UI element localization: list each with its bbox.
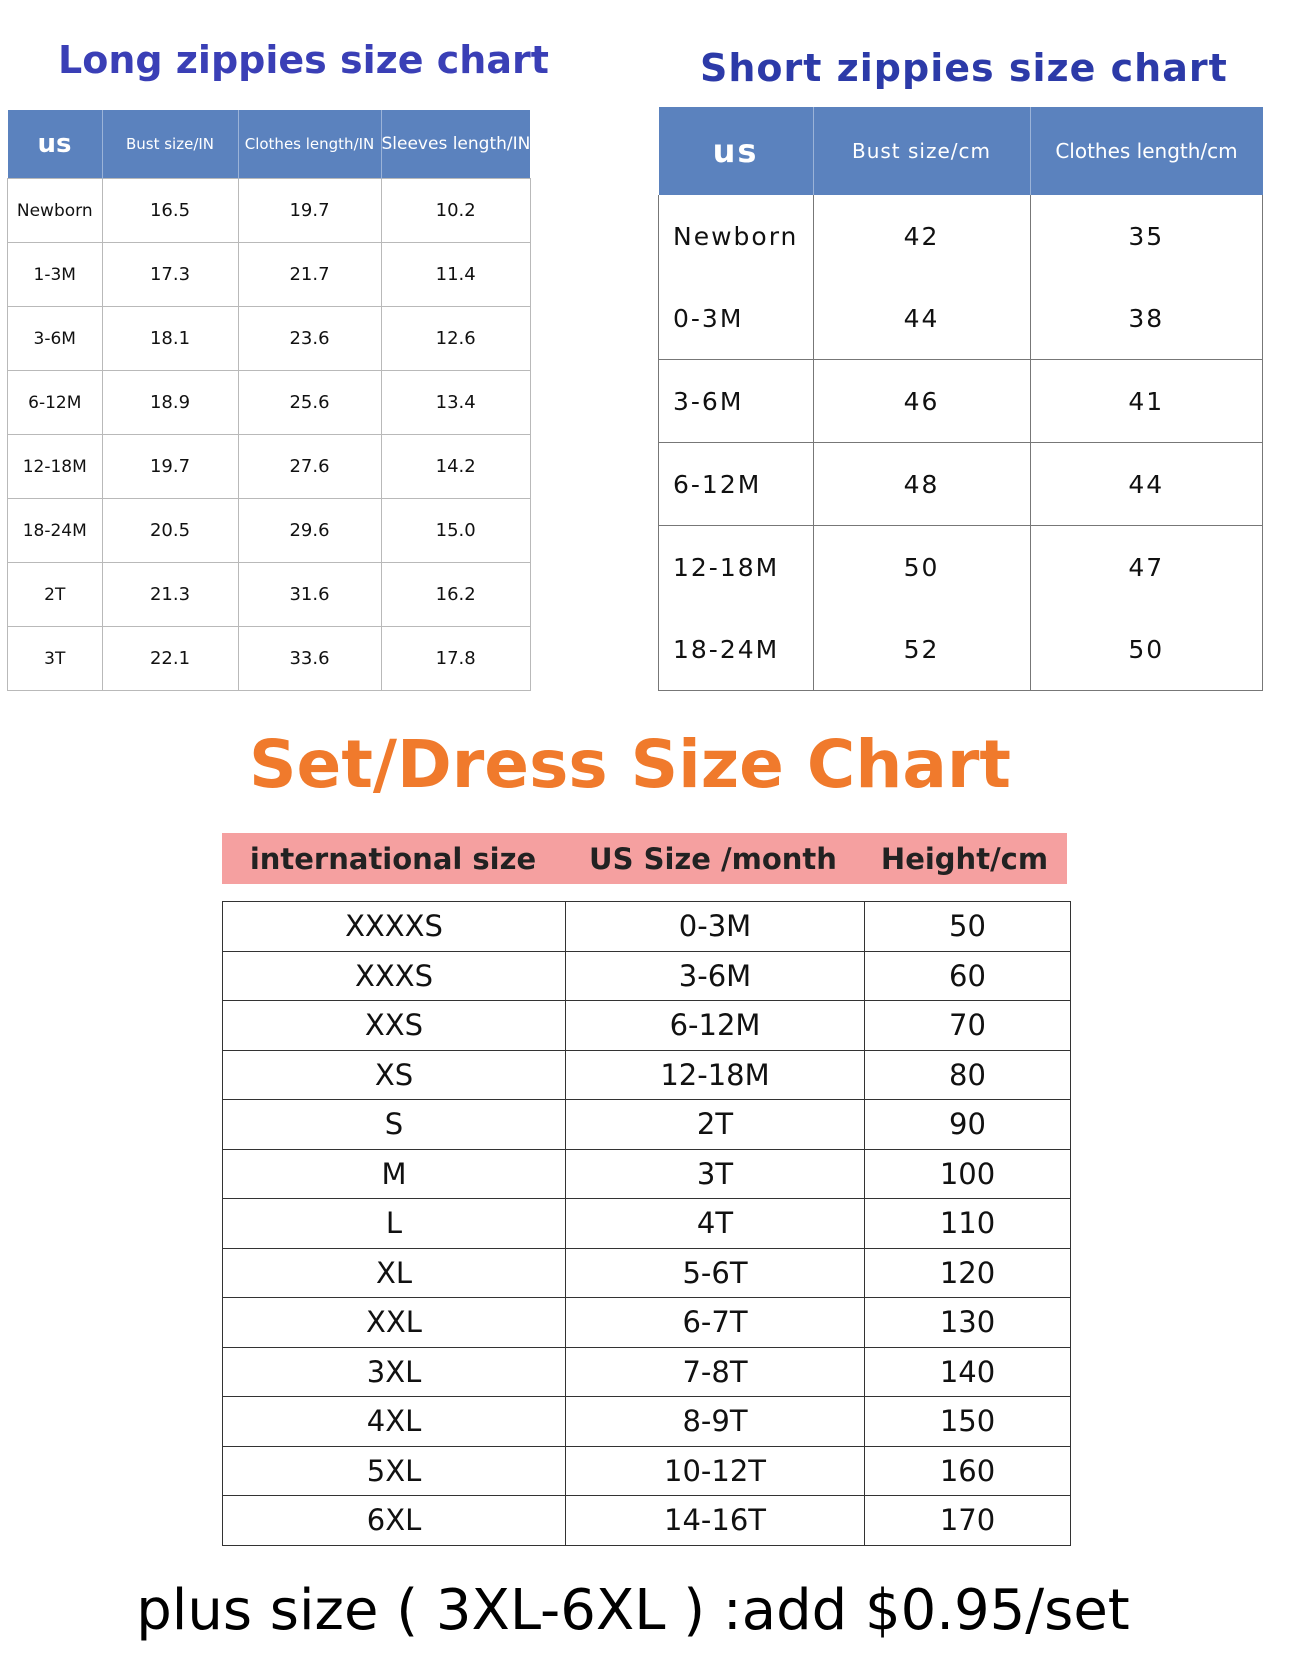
height-cell: 90 <box>865 1100 1071 1150</box>
sleeve-cell: 15.0 <box>381 499 530 563</box>
length-cell: 19.7 <box>238 179 381 243</box>
short-header-bust: Bust size/cm <box>813 107 1030 195</box>
size-cell: 2T <box>8 563 103 627</box>
table-row <box>8 371 531 435</box>
set-header-international-size: international size <box>249 841 537 876</box>
table-row <box>223 951 1071 1001</box>
length-cell: 41 <box>1030 360 1263 443</box>
table-row <box>659 277 1263 360</box>
long-header-sleeves-length: Sleeves length/IN <box>381 110 530 179</box>
table-row <box>223 1248 1071 1298</box>
length-cell: 25.6 <box>238 371 381 435</box>
table-row <box>223 1100 1071 1150</box>
height-cell: 110 <box>865 1199 1071 1249</box>
table-row <box>8 563 531 627</box>
table-row <box>659 195 1263 277</box>
height-cell: 150 <box>865 1397 1071 1447</box>
height-cell: 70 <box>865 1001 1071 1051</box>
length-cell: 21.7 <box>238 243 381 307</box>
table-row <box>8 499 531 563</box>
table-row <box>659 526 1263 609</box>
intl-size-cell: XS <box>223 1050 566 1100</box>
sleeve-cell: 16.2 <box>381 563 530 627</box>
us-size-cell: 14-16T <box>566 1496 865 1546</box>
size-cell: 12-18M <box>8 435 103 499</box>
plus-size-note <box>0 1578 1316 1643</box>
us-size-cell: 10-12T <box>566 1446 865 1496</box>
table-row <box>223 1001 1071 1051</box>
table-row <box>223 1446 1071 1496</box>
set-dress-title: Set/Dress Size Chart <box>249 726 1011 803</box>
size-cell: 12-18M <box>659 526 814 609</box>
length-cell: 29.6 <box>238 499 381 563</box>
length-cell: 33.6 <box>238 627 381 691</box>
sleeve-cell: 14.2 <box>381 435 530 499</box>
set-header-us-size: US Size /month <box>589 841 837 876</box>
bust-cell: 42 <box>813 195 1030 277</box>
bust-cell: 52 <box>813 608 1030 691</box>
size-cell: 18-24M <box>8 499 103 563</box>
long-header-bust: Bust size/IN <box>102 110 238 179</box>
bust-cell: 44 <box>813 277 1030 360</box>
intl-size-cell: XXS <box>223 1001 566 1051</box>
length-cell: 35 <box>1030 195 1263 277</box>
long-zippies-title: Long zippies size chart <box>58 38 549 82</box>
size-cell: 18-24M <box>659 608 814 691</box>
intl-size-cell: 6XL <box>223 1496 566 1546</box>
size-cell: 3-6M <box>659 360 814 443</box>
set-header-height: Height/cm <box>880 841 1049 876</box>
bust-cell: 19.7 <box>102 435 238 499</box>
intl-size-cell: XXXS <box>223 951 566 1001</box>
size-cell: Newborn <box>8 179 103 243</box>
height-cell: 140 <box>865 1347 1071 1397</box>
height-cell: 130 <box>865 1298 1071 1348</box>
table-row <box>659 360 1263 443</box>
intl-size-cell: XL <box>223 1248 566 1298</box>
table-row <box>8 307 531 371</box>
length-cell: 47 <box>1030 526 1263 609</box>
size-cell: 6-12M <box>8 371 103 435</box>
us-size-cell: 5-6T <box>566 1248 865 1298</box>
bust-cell: 16.5 <box>102 179 238 243</box>
height-cell: 120 <box>865 1248 1071 1298</box>
size-cell: Newborn <box>659 195 814 277</box>
intl-size-cell: L <box>223 1199 566 1249</box>
sleeve-cell: 10.2 <box>381 179 530 243</box>
size-cell: 6-12M <box>659 443 814 526</box>
table-row <box>8 179 531 243</box>
bust-cell: 46 <box>813 360 1030 443</box>
plus-size-note-text: plus size ( 3XL-6XL ) :add $0.95/set <box>136 1578 1130 1643</box>
us-size-cell: 8-9T <box>566 1397 865 1447</box>
us-size-cell: 0-3M <box>566 902 865 952</box>
bust-cell: 48 <box>813 443 1030 526</box>
bust-cell: 18.1 <box>102 307 238 371</box>
intl-size-cell: 3XL <box>223 1347 566 1397</box>
table-row <box>223 1199 1071 1249</box>
short-header-us: us <box>659 107 814 195</box>
table-row <box>223 1347 1071 1397</box>
table-row <box>223 1149 1071 1199</box>
us-size-cell: 12-18M <box>566 1050 865 1100</box>
us-size-cell: 6-12M <box>566 1001 865 1051</box>
size-cell: 1-3M <box>8 243 103 307</box>
table-row <box>223 902 1071 952</box>
table-row <box>223 1397 1071 1447</box>
table-row <box>223 1050 1071 1100</box>
us-size-cell: 2T <box>566 1100 865 1150</box>
short-zippies-table <box>658 107 1263 691</box>
height-cell: 50 <box>865 902 1071 952</box>
short-header-clothes-length: Clothes length/cm <box>1030 107 1263 195</box>
height-cell: 100 <box>865 1149 1071 1199</box>
table-row <box>8 243 531 307</box>
length-cell: 38 <box>1030 277 1263 360</box>
us-size-cell: 6-7T <box>566 1298 865 1348</box>
us-size-cell: 7-8T <box>566 1347 865 1397</box>
size-cell: 0-3M <box>659 277 814 360</box>
table-row <box>659 443 1263 526</box>
bust-cell: 50 <box>813 526 1030 609</box>
intl-size-cell: XXL <box>223 1298 566 1348</box>
sleeve-cell: 17.8 <box>381 627 530 691</box>
intl-size-cell: M <box>223 1149 566 1199</box>
sleeve-cell: 11.4 <box>381 243 530 307</box>
table-row <box>659 608 1263 691</box>
bust-cell: 22.1 <box>102 627 238 691</box>
intl-size-cell: XXXXS <box>223 902 566 952</box>
us-size-cell: 3-6M <box>566 951 865 1001</box>
us-size-cell: 4T <box>566 1199 865 1249</box>
height-cell: 160 <box>865 1446 1071 1496</box>
bust-cell: 17.3 <box>102 243 238 307</box>
height-cell: 60 <box>865 951 1071 1001</box>
length-cell: 44 <box>1030 443 1263 526</box>
table-row <box>223 1298 1071 1348</box>
size-cell: 3-6M <box>8 307 103 371</box>
long-header-us: us <box>8 110 103 179</box>
intl-size-cell: S <box>223 1100 566 1150</box>
table-row <box>8 627 531 691</box>
intl-size-cell: 5XL <box>223 1446 566 1496</box>
table-row <box>8 435 531 499</box>
us-size-cell: 3T <box>566 1149 865 1199</box>
set-dress-header <box>222 833 1067 884</box>
sleeve-cell: 13.4 <box>381 371 530 435</box>
long-header-clothes-length: Clothes length/IN <box>238 110 381 179</box>
size-cell: 3T <box>8 627 103 691</box>
length-cell: 31.6 <box>238 563 381 627</box>
length-cell: 27.6 <box>238 435 381 499</box>
bust-cell: 21.3 <box>102 563 238 627</box>
length-cell: 23.6 <box>238 307 381 371</box>
table-row <box>223 1496 1071 1546</box>
height-cell: 80 <box>865 1050 1071 1100</box>
set-dress-table <box>222 901 1071 1546</box>
intl-size-cell: 4XL <box>223 1397 566 1447</box>
height-cell: 170 <box>865 1496 1071 1546</box>
bust-cell: 18.9 <box>102 371 238 435</box>
long-zippies-table <box>7 110 531 691</box>
sleeve-cell: 12.6 <box>381 307 530 371</box>
short-zippies-title: Short zippies size chart <box>700 46 1228 90</box>
length-cell: 50 <box>1030 608 1263 691</box>
bust-cell: 20.5 <box>102 499 238 563</box>
